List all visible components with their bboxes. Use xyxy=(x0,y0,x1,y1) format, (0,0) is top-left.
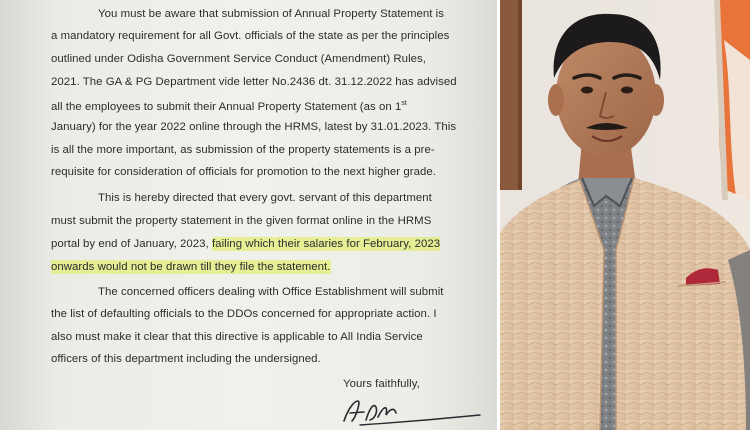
signature-icon xyxy=(330,387,490,430)
letter-line: The concerned officers dealing with Office Establishment will submit xyxy=(98,286,444,298)
portrait-photo xyxy=(500,0,750,430)
letter-line: January) for the year 2022 online through the HRMS, latest by 31.01.2023. This xyxy=(51,121,457,133)
letter-line: This is hereby directed that every govt. servant of this department xyxy=(98,192,432,204)
highlighted-text: failing which their salaries for February, 2023 xyxy=(211,238,441,250)
letter-line: officers of this department including the undersigned. xyxy=(51,353,321,365)
letter-line: also must make it clear that this directive is applicable to All India Service xyxy=(51,331,423,343)
letter-line xyxy=(51,233,440,255)
closing: Yours faithfully, xyxy=(343,378,420,390)
letter-line: a mandatory requirement for all Govt. officials of the state as per the principles xyxy=(51,30,450,42)
letter-line-text: all the employees to submit their Annual Property Statement (as on 1 xyxy=(51,101,402,113)
superscript: st xyxy=(401,100,407,107)
man-portrait-icon xyxy=(500,0,750,430)
letter-line-text: portal by end of January, 2023, xyxy=(51,238,212,250)
highlighted-text: onwards would not be drawn till they file the statement. xyxy=(51,261,331,273)
letter-line: the list of defaulting officials to the DDOs concerned for appropriate action. I xyxy=(51,308,437,320)
letter-line: requisite for consideration of officials for promotion to the next higher grade. xyxy=(51,166,436,178)
letter-line: outlined under Odisha Government Service Conduct (Amendment) Rules, xyxy=(51,53,426,65)
letter-line: You must be aware that submission of Annual Property Statement is xyxy=(98,8,445,20)
letter-line: must submit the property statement in the given format online in the HRMS xyxy=(51,215,432,227)
letter-line: 2021. The GA & PG Department vide letter No.2436 dt. 31.12.2022 has advised xyxy=(51,76,457,88)
letter-line: is all the more important, as submission of the property statements is a pre- xyxy=(51,144,435,156)
letter-line xyxy=(51,256,331,278)
letter-line xyxy=(51,93,407,118)
